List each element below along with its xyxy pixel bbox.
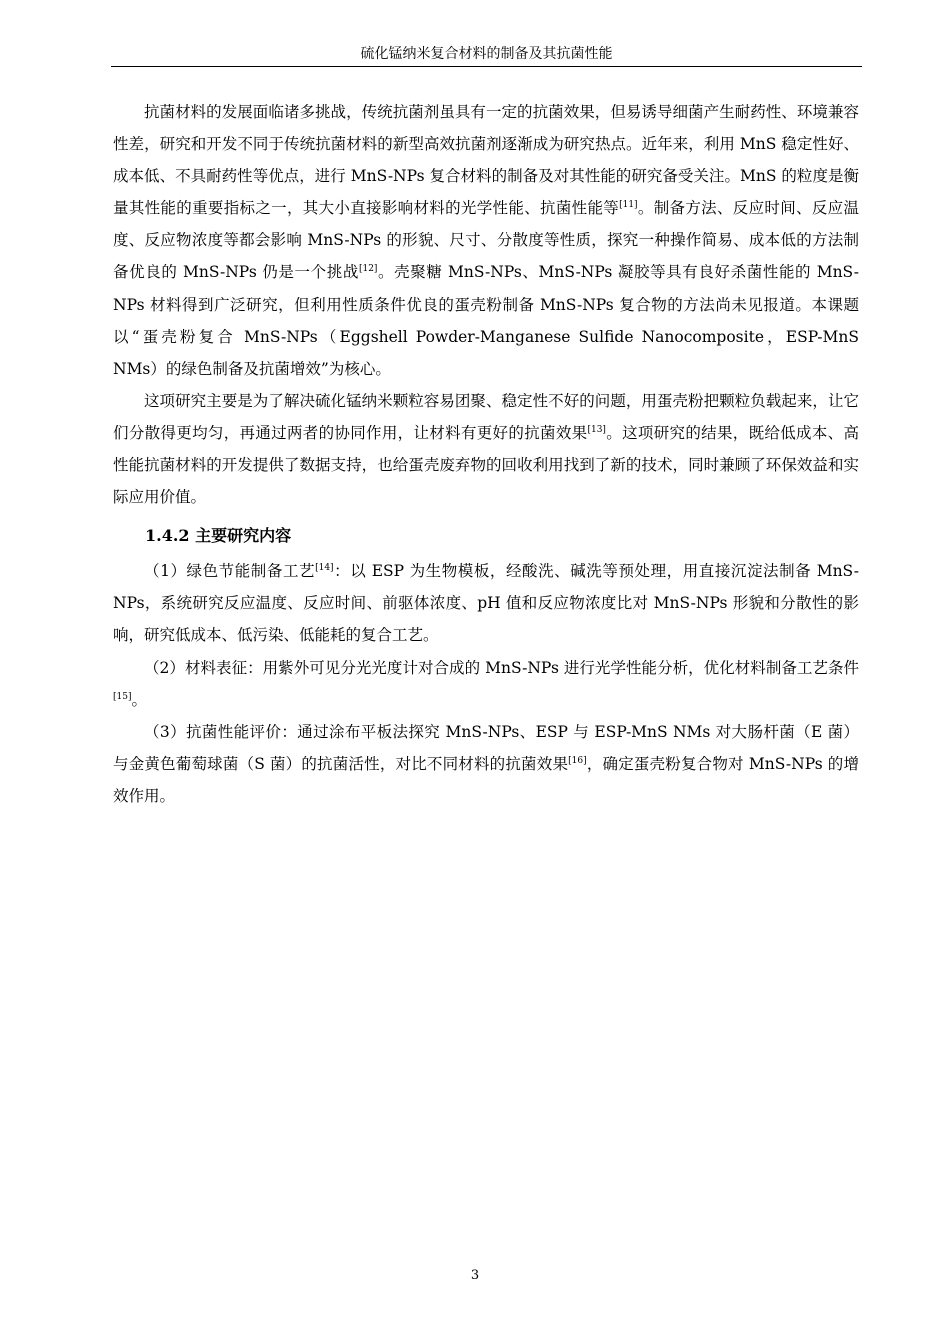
citation-ref: [13] (587, 424, 606, 435)
paragraph-2 (113, 385, 859, 513)
research-item-2 (113, 652, 859, 716)
text-run: 。这项研究的结果，既给低成本、高性能抗菌材料的开发提供了数据支持，也给蛋壳废弃物的回收利用找到了新的技术，同时兼顾了环保效益和实际应用价值。 (113, 423, 859, 507)
text-run: 。制备方法、反应时间、反应温度、反应物浓度等都会影响 MnS-NPs 的形貌、尺寸、分散度等性质，探究一种操作简易、成本低的方法制备优良的 MnS-NPs 仍是一个挑战 (113, 199, 859, 282)
citation-ref: [12] (358, 264, 378, 275)
text-run: 这项研究主要是为了解决硫化锰纳米颗粒容易团聚、稳定性不好的问题，用蛋壳粉把颗粒负载起来，让它们分散得更均匀，再通过两者的协同作用，让材料有更好的抗菌效果 (113, 391, 859, 442)
research-item-1 (113, 555, 859, 651)
text-run: 抗菌材料的发展面临诸多挑战，传统抗菌剂虽具有一定的抗菌效果，但易诱导细菌产生耐药性、环境兼容性差，研究和开发不同于传统抗菌材料的新型高效抗菌剂逐渐成为研究热点。近年来，利用 MnS 稳定性好、成本低、不具耐药性等优点，进行 MnS-NPs 复合材料的制备及对其性能的研究备受关注。MnS 的粒度是衡量其性能的重要指标之一，其大小直接影响材料的光学性能、抗菌性能等 (113, 103, 859, 218)
citation-ref: [16] (568, 755, 587, 766)
text-run: （1）绿色节能制备工艺 (144, 562, 316, 581)
text-run: （3）抗菌性能评价：通过涂布平板法探究 MnS-NPs、ESP 与 ESP-MnS NMs 对大肠杆菌（E 菌）与金黄色葡萄球菌（S 菌）的抗菌活性，对比不同材料的抗菌效果 (113, 722, 859, 773)
research-items (113, 555, 859, 812)
text-run: ：以 ESP 为生物模板，经酸洗、碱洗等预处理，用直接沉淀法制备 MnS-NPs，系统研究反应温度、反应时间、前驱体浓度、pH 值和反应物浓度比对 MnS-NPs 形貌和分散性的影响，研究低成本、低污染、低能耗的复合工艺。 (113, 562, 859, 645)
text-run: 。壳聚糖 MnS-NPs、MnS-NPs 凝胶等具有良好杀菌性能的 MnS-NPs 材料得到广泛研究，但利用性质条件优良的蛋壳粉制备 MnS-NPs 复合物的方法尚未见报道。本课题以“蛋壳粉复合 MnS-NPs（Eggshell Powder-Manganese Sulfide Nanocomposite，ESP-MnS NMs）的绿色制备及抗菌增效”为核心。 (113, 263, 859, 378)
text-run: （2）材料表征：用紫外可见分光光度计对合成的 MnS-NPs 进行光学性能分析，优化材料制备工艺条件 (144, 658, 859, 677)
section-heading: 1.4.2 主要研究内容 (145, 526, 292, 546)
intro-paragraphs (113, 96, 859, 513)
body-text (113, 96, 859, 812)
text-run: ，确定蛋壳粉复合物对 MnS-NPs 的增效作用。 (113, 754, 859, 805)
page-number: 3 (470, 1268, 480, 1283)
running-header: 硫化锰纳米复合材料的制备及其抗菌性能 (360, 46, 613, 62)
research-item-3 (113, 716, 859, 812)
citation-ref: [15] (113, 691, 132, 702)
header-rule (111, 66, 862, 67)
text-run: 。 (131, 690, 147, 709)
paragraph-1 (113, 96, 859, 385)
citation-ref: [14] (315, 563, 334, 574)
citation-ref: [11] (619, 200, 638, 211)
